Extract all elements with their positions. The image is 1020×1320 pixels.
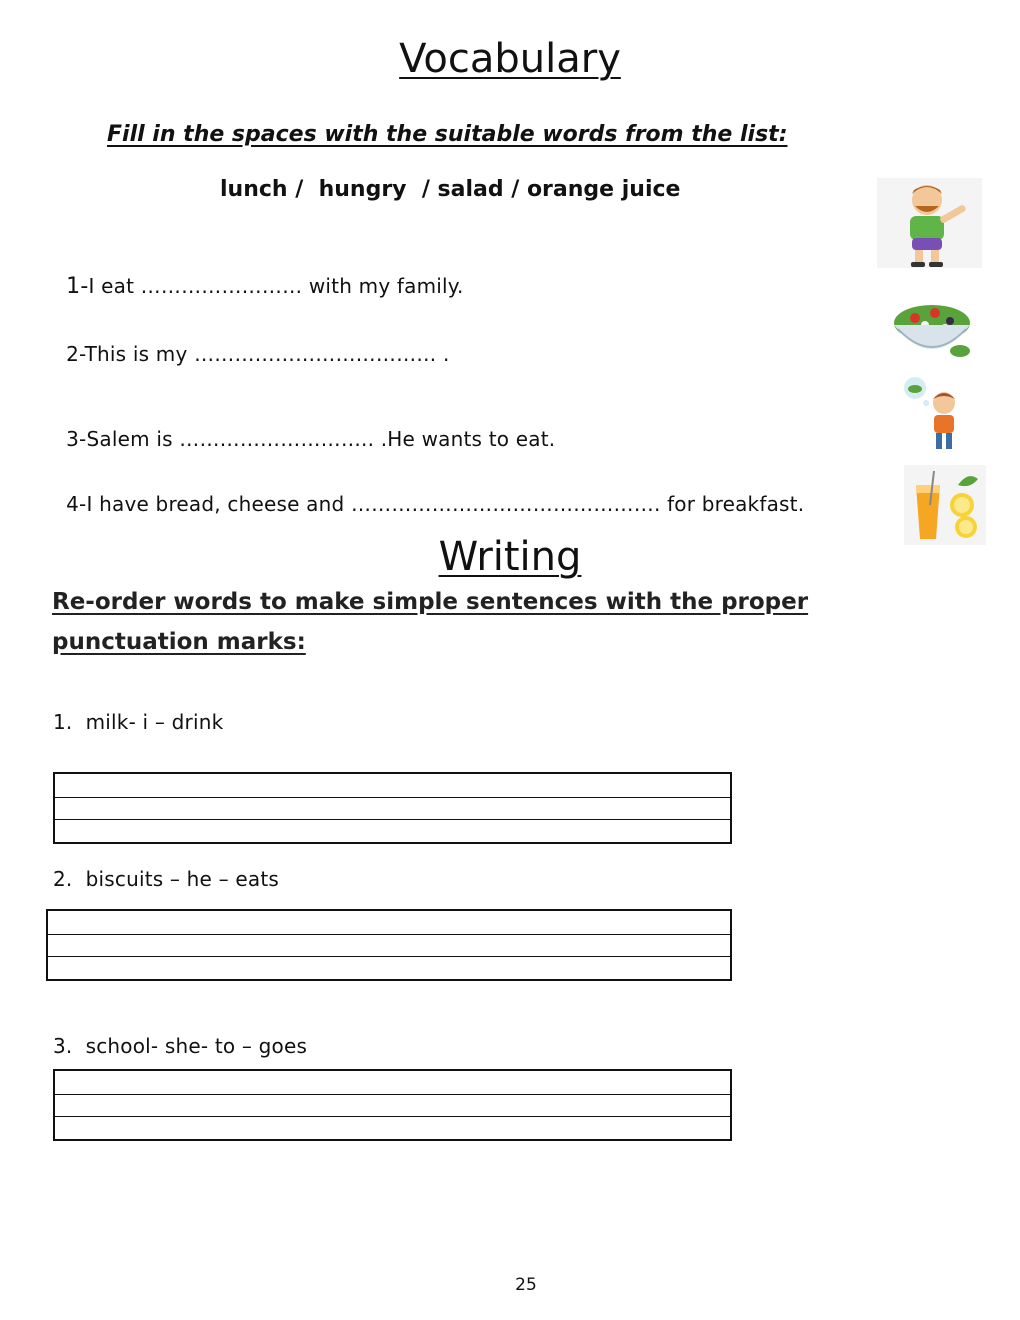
word-list: lunch / hungry / salad / orange juice [220,177,681,202]
hungry-boy-icon [898,375,978,453]
sentence-text: 4-I have bread, cheese and ………………………………………. for breakfast. [66,492,805,516]
page-number: 25 [515,1275,537,1295]
writing-instruction-line-1: Re-order words to make simple sentences with the proper [52,589,809,615]
writing-instruction-line-2: punctuation marks: [52,629,306,655]
sentence-text: 2-This is my ……………………………… . [66,342,450,366]
orange-juice-icon [904,465,986,545]
sentence-number: 1- [66,274,89,299]
vocab-sentence-2 [53,318,450,366]
vocab-sentence-1 [53,250,464,299]
salad-bowl-icon [890,293,975,363]
boy-eating-icon [877,178,982,268]
answer-lines-3[interactable] [53,1069,732,1141]
answer-lines-2[interactable] [46,909,732,981]
vocab-sentence-4 [53,468,804,516]
answer-lines-1[interactable] [53,772,732,844]
vocabulary-instruction: Fill in the spaces with the suitable words from the list: [107,122,788,147]
reorder-item-1: 1. milk- i – drink [53,710,224,734]
sentence-text: I eat …………………… with my family. [88,274,464,298]
sentence-text: 3-Salem is ……………………….. .He wants to eat. [66,427,556,451]
vocab-sentence-3 [53,403,555,451]
reorder-item-2: 2. biscuits – he – eats [53,867,279,891]
writing-title: Writing [438,534,582,580]
reorder-item-3: 3. school- she- to – goes [53,1034,308,1058]
vocabulary-title: Vocabulary [399,36,621,82]
